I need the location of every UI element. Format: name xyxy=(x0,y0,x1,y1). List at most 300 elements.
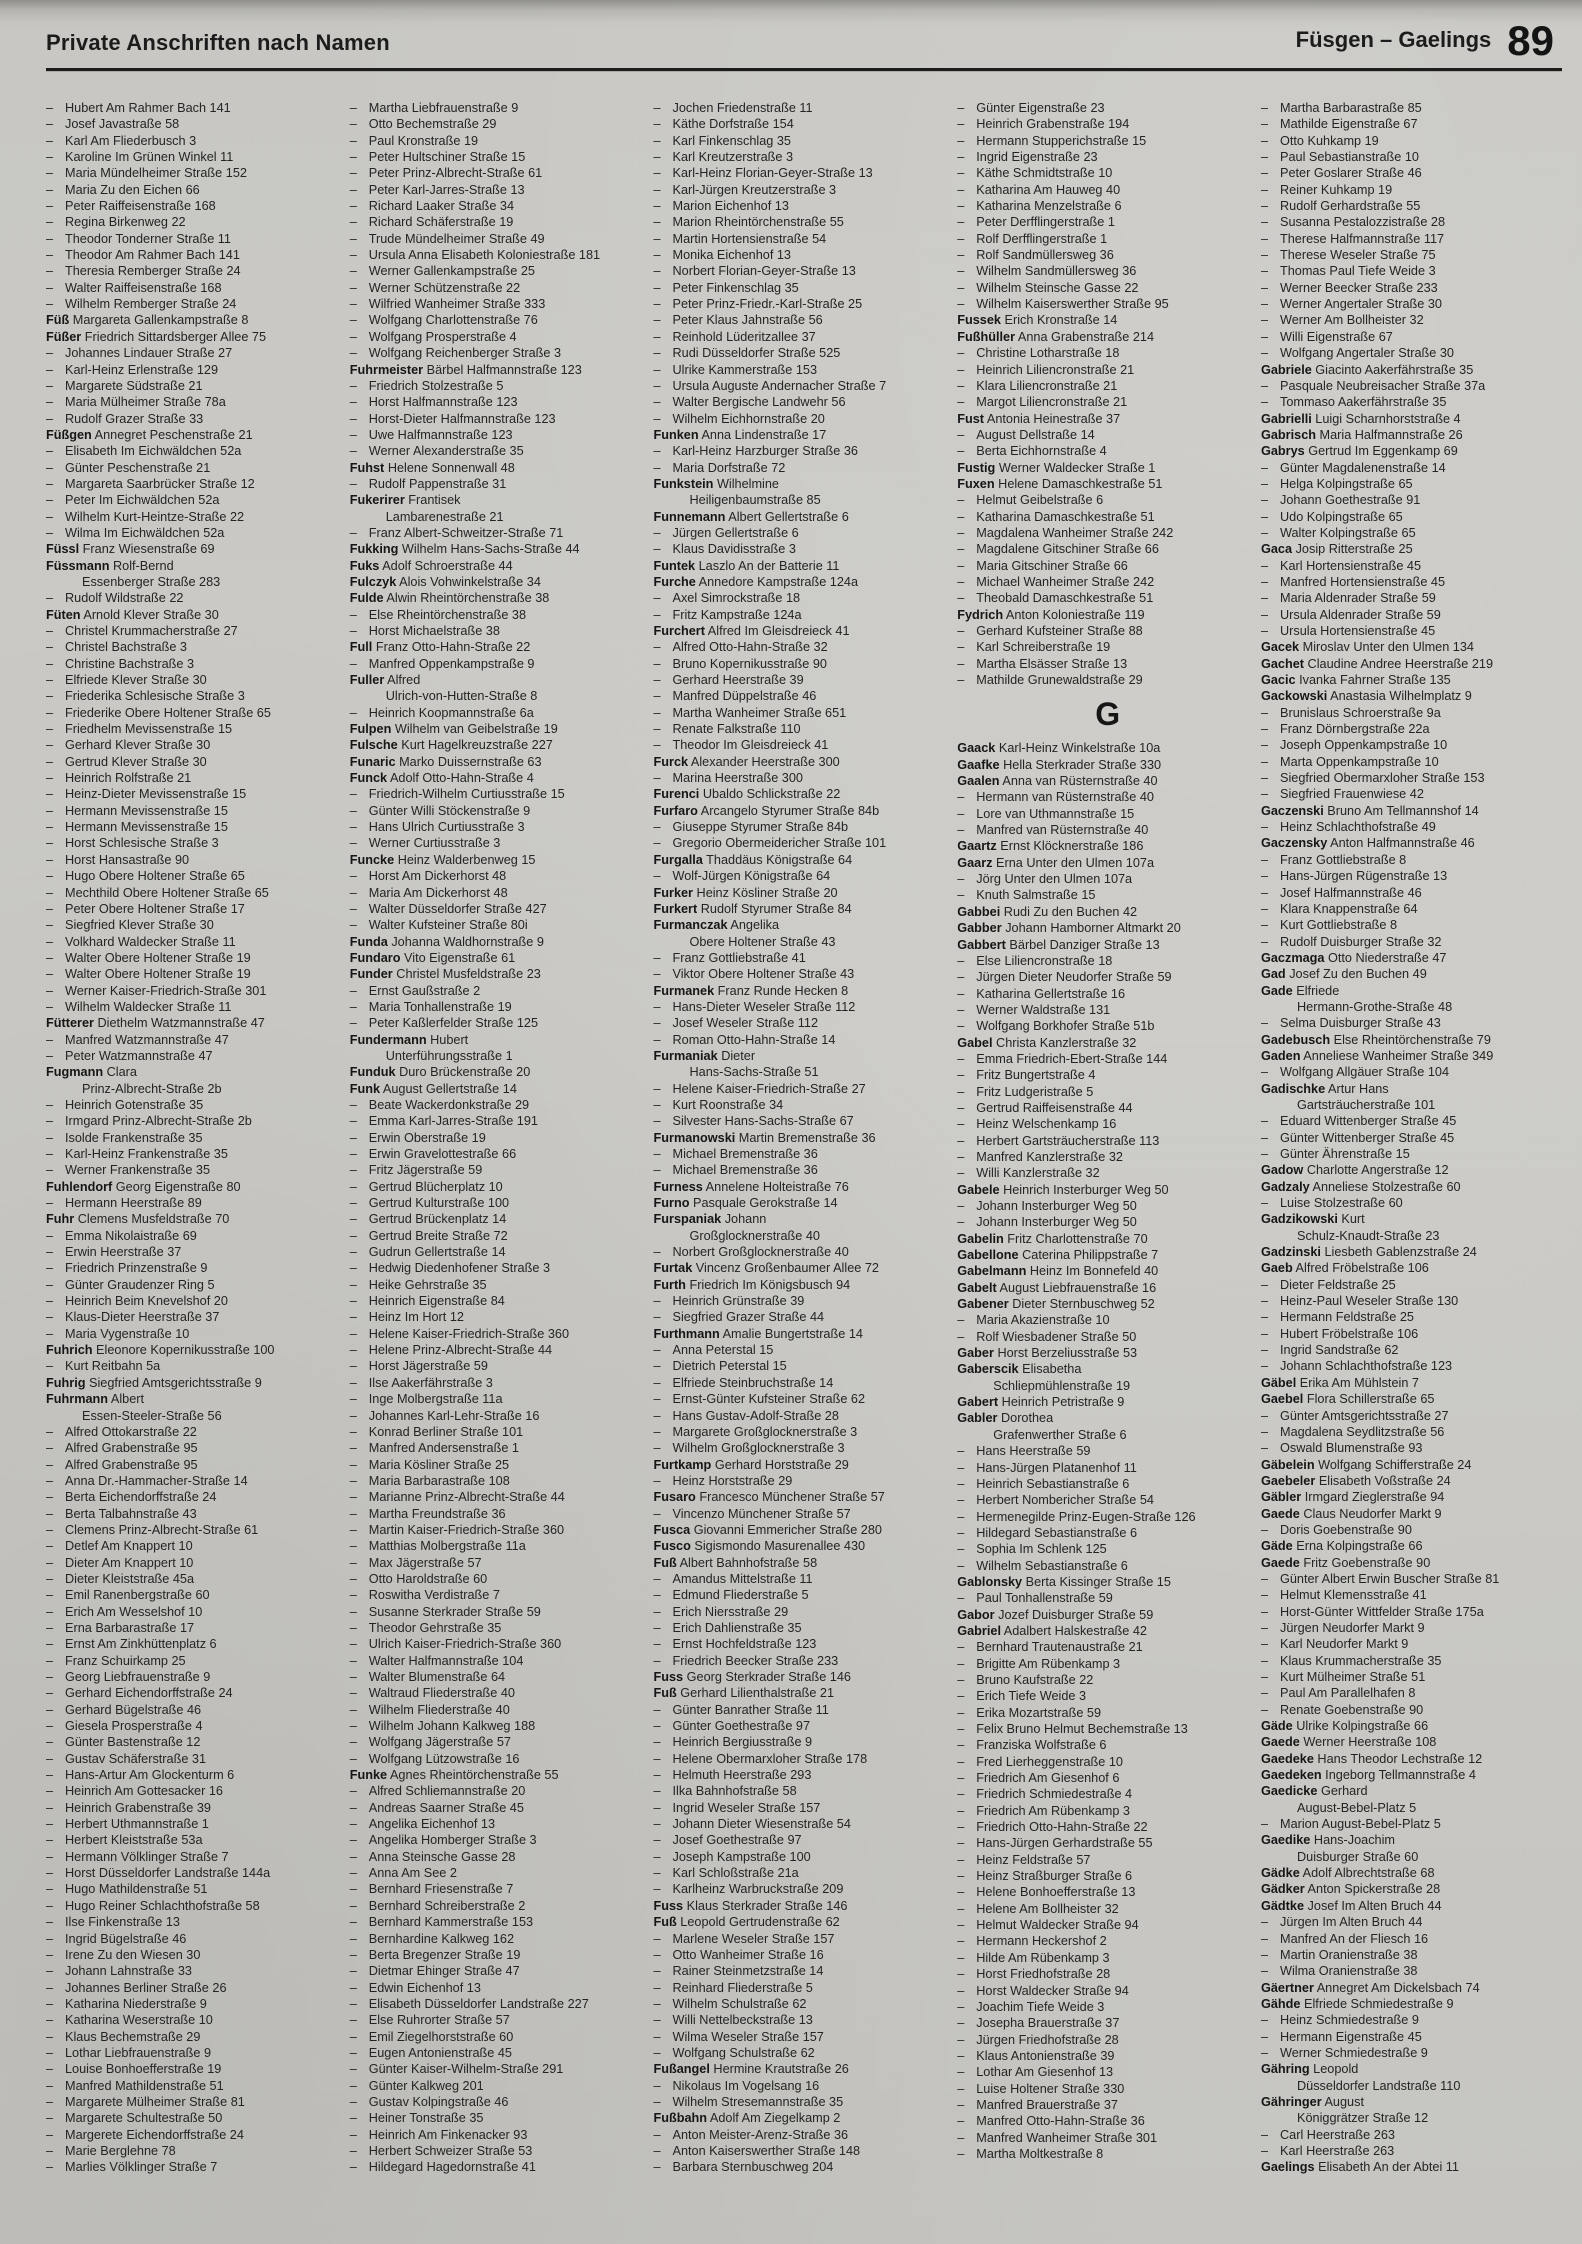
directory-entry: – Axel Simrockstraße 18 xyxy=(654,590,955,606)
directory-entry: – Hermenegilde Prinz-Eugen-Straße 126 xyxy=(957,1509,1258,1525)
directory-entry: – Louise Bonhoefferstraße 19 xyxy=(46,2061,347,2077)
surname-entry: Gabellone Caterina Philippstraße 7 xyxy=(957,1248,1159,1263)
directory-entry: – Walter Bergische Landwehr 56 xyxy=(654,394,955,410)
directory-entry: – Marion Rheintörchenstraße 55 xyxy=(654,214,955,230)
directory-entry: – Kurt Gottliebstraße 8 xyxy=(1261,917,1562,933)
directory-entry: – Marie Berglehne 78 xyxy=(46,2143,347,2159)
directory-entry: – Heinrich Am Gottesacker 16 xyxy=(46,1783,347,1799)
directory-entry: – Günter Goethestraße 97 xyxy=(654,1718,955,1734)
directory-entry: – Marina Heerstraße 300 xyxy=(654,770,955,786)
directory-entry: – Peter Finkenschlag 35 xyxy=(654,280,955,296)
continuation-line: August-Bebel-Platz 5 xyxy=(1297,1800,1417,1815)
surname-entry: Fuhrmeister Bärbel Halfmannstraße 123 xyxy=(349,362,582,377)
directory-column xyxy=(957,100,1258,2176)
surname-entry: Gabbei Rudi Zu den Buchen 42 xyxy=(957,904,1138,919)
directory-entry: – Werner Alexanderstraße 35 xyxy=(350,443,651,459)
directory-entry: – Edwin Eichenhof 13 xyxy=(350,1980,651,1996)
directory-entry: – Friedhelm Mevissenstraße 15 xyxy=(46,721,347,737)
surname-entry: Gabrisch Maria Halfmannstraße 26 xyxy=(1261,427,1463,442)
directory-entry: – Heinrich Rolfstraße 21 xyxy=(46,770,347,786)
directory-entry: – Johannes Karl-Lehr-Straße 16 xyxy=(350,1408,651,1424)
surname-entry: Gaeb Alfred Fröbelstraße 106 xyxy=(1261,1261,1429,1276)
continuation-line: Obere Holtener Straße 43 xyxy=(689,934,836,949)
directory-entry: – Wilhelm Remberger Straße 24 xyxy=(46,296,347,312)
directory-entry: – Walter Raiffeisenstraße 168 xyxy=(46,280,347,296)
directory-entry: – Kurt Reitbahn 5a xyxy=(46,1358,347,1374)
directory-entry: – Martha Elsässer Straße 13 xyxy=(957,656,1258,672)
directory-entry: – Detlef Am Knappert 10 xyxy=(46,1538,347,1554)
directory-entry: – Wilma Oranienstraße 38 xyxy=(1261,1963,1562,1979)
directory-column xyxy=(654,100,955,2176)
directory-entry: – Alfred Grabenstraße 95 xyxy=(46,1440,347,1456)
directory-entry: – Matthias Molbergstraße 11a xyxy=(350,1538,651,1554)
directory-entry: – Kurt Roonstraße 34 xyxy=(654,1097,955,1113)
directory-entry: – Wolfgang Reichenberger Straße 3 xyxy=(350,345,651,361)
directory-entry: – Lore van Uthmannstraße 15 xyxy=(957,806,1258,822)
directory-column xyxy=(350,100,651,2176)
directory-entry: – Gerhard Klever Straße 30 xyxy=(46,737,347,753)
surname-entry: Gaedeken Ingeborg Tellmannstraße 4 xyxy=(1261,1768,1476,1783)
directory-entry: – Dieter Am Knappert 10 xyxy=(46,1555,347,1571)
surname-entry: Gaczmaga Otto Niederstraße 47 xyxy=(1261,950,1447,965)
directory-entry: – Hedwig Diedenhofener Straße 3 xyxy=(350,1260,651,1276)
surname-entry: Gäde Ulrike Kolpingstraße 66 xyxy=(1261,1719,1429,1734)
directory-entry: – Helene Obermarxloher Straße 178 xyxy=(654,1751,955,1767)
directory-entry: – Heinz Welschenkamp 16 xyxy=(957,1116,1258,1132)
directory-entry: – Maria Tonhallenstraße 19 xyxy=(350,999,651,1015)
continuation-line: Heiligenbaumstraße 85 xyxy=(689,493,821,508)
directory-entry: – Tommaso Aakerfährstraße 35 xyxy=(1261,394,1562,410)
directory-entry: – Marta Oppenkampstraße 10 xyxy=(1261,754,1562,770)
directory-entry: – Manfred Düppelstraße 46 xyxy=(654,688,955,704)
directory-entry: – Karl Kreutzerstraße 3 xyxy=(654,149,955,165)
surname-entry: Gähring Leopold xyxy=(1261,2062,1359,2077)
directory-entry: – Herbert Gartsträucherstraße 113 xyxy=(957,1133,1258,1149)
directory-entry: – Elisabeth Düsseldorfer Landstraße 227 xyxy=(350,1996,651,2012)
surname-entry: Gäde Erna Kolpingstraße 66 xyxy=(1261,1539,1423,1554)
directory-entry: – Hildegard Sebastianstraße 6 xyxy=(957,1525,1258,1541)
directory-entry: – Maria Kösliner Straße 25 xyxy=(350,1457,651,1473)
surname-entry: Gädtke Josef Im Alten Bruch 44 xyxy=(1261,1898,1442,1913)
surname-entry: Gadow Charlotte Angerstraße 12 xyxy=(1261,1163,1449,1178)
directory-entry: – Alfred Grabenstraße 95 xyxy=(46,1457,347,1473)
surname-entry: Fuhst Helene Sonnenwall 48 xyxy=(349,460,515,475)
directory-entry: – Peter Prinz-Albrecht-Straße 61 xyxy=(350,165,651,181)
directory-entry: – Angelika Homberger Straße 3 xyxy=(350,1832,651,1848)
surname-entry: Fusaro Francesco Münchener Straße 57 xyxy=(653,1490,885,1505)
directory-entry: – Knuth Salmstraße 15 xyxy=(957,887,1258,903)
directory-entry: – Mechthild Obere Holtener Straße 65 xyxy=(46,885,347,901)
surname-entry: Full Franz Otto-Hahn-Straße 22 xyxy=(349,640,531,655)
directory-entry: – Friedrich Am Rübenkamp 3 xyxy=(957,1803,1258,1819)
directory-entry: – Martha Moltkestraße 8 xyxy=(957,2146,1258,2162)
surname-entry: Gaca Josip Ritterstraße 25 xyxy=(1261,542,1413,557)
surname-entry: Gabener Dieter Sternbuschweg 52 xyxy=(957,1297,1155,1312)
surname-entry: Fuß Leopold Gertrudenstraße 62 xyxy=(653,1915,840,1930)
directory-entry: – Emil Ranenbergstraße 60 xyxy=(46,1587,347,1603)
directory-entry: – Günter Amtsgerichtsstraße 27 xyxy=(1261,1408,1562,1424)
directory-entry: – Manfred Andersenstraße 1 xyxy=(350,1440,651,1456)
directory-entry: – Hans-Artur Am Glockenturm 6 xyxy=(46,1767,347,1783)
directory-entry: – Maria Barbarastraße 108 xyxy=(350,1473,651,1489)
directory-entry: – Rudolf Wildstraße 22 xyxy=(46,590,347,606)
directory-entry: – Peter Kaßlerfelder Straße 125 xyxy=(350,1015,651,1031)
directory-entry: – Anton Kaiserswerther Straße 148 xyxy=(654,2143,955,2159)
surname-entry: Fuhrich Eleonore Kopernikusstraße 100 xyxy=(46,1343,275,1358)
directory-entry: – Reinhold Lüderitzallee 37 xyxy=(654,329,955,345)
surname-entry: Funder Christel Musfeldstraße 23 xyxy=(349,967,541,982)
directory-entry: – Maria Akazienstraße 10 xyxy=(957,1312,1258,1328)
directory-entry: – Margerete Eichendorffstraße 24 xyxy=(46,2127,347,2143)
directory-entry: – Jochen Friedenstraße 11 xyxy=(654,100,955,116)
directory-entry: – Karl Heerstraße 263 xyxy=(1261,2143,1562,2159)
directory-entry: – Otto Kuhkamp 19 xyxy=(1261,133,1562,149)
directory-entry: – Luise Stolzestraße 60 xyxy=(1261,1195,1562,1211)
directory-entry: – Friedrich Stolzestraße 5 xyxy=(350,378,651,394)
surname-entry: Fuhr Clemens Musfeldstraße 70 xyxy=(46,1212,230,1227)
surname-entry: Fundaro Vito Eigenstraße 61 xyxy=(349,950,516,965)
directory-entry: – Reiner Kuhkamp 19 xyxy=(1261,182,1562,198)
directory-entry: – Paul Tonhallenstraße 59 xyxy=(957,1590,1258,1606)
directory-entry: – Marianne Prinz-Albrecht-Straße 44 xyxy=(350,1489,651,1505)
directory-entry: – Josepha Brauerstraße 37 xyxy=(957,2015,1258,2031)
directory-entry: – Otto Haroldstraße 60 xyxy=(350,1571,651,1587)
directory-entry: – Horst Waldecker Straße 94 xyxy=(957,1983,1258,1999)
directory-entry: – Werner Schützenstraße 22 xyxy=(350,280,651,296)
directory-entry: – Felix Bruno Helmut Bechemstraße 13 xyxy=(957,1721,1258,1737)
directory-entry: – August Dellstraße 14 xyxy=(957,427,1258,443)
directory-entry: – Jürgen Dieter Neudorfer Straße 59 xyxy=(957,969,1258,985)
surname-entry: Fulsche Kurt Hagelkreuzstraße 227 xyxy=(349,738,553,753)
directory-entry: – Monika Eichenhof 13 xyxy=(654,247,955,263)
surname-entry: Funtek Laszlo An der Batterie 11 xyxy=(653,558,840,573)
directory-entry: – Irene Zu den Wiesen 30 xyxy=(46,1947,347,1963)
directory-entry: – Hermann Feldstraße 25 xyxy=(1261,1309,1562,1325)
directory-entry: – Wilhelm Sandmüllersweg 36 xyxy=(957,263,1258,279)
surname-entry: Gäertner Annegret Am Dickelsbach 74 xyxy=(1261,1980,1480,1995)
directory-entry: – Hans Ulrich Curtiusstraße 3 xyxy=(350,819,651,835)
surname-entry: Furgalla Thaddäus Königstraße 64 xyxy=(653,852,853,867)
directory-entry: – Peter Raiffeisenstraße 168 xyxy=(46,198,347,214)
directory-entry: – Isolde Frankenstraße 35 xyxy=(46,1130,347,1146)
directory-entry: – Werner Beecker Straße 233 xyxy=(1261,280,1562,296)
directory-entry: – Jürgen Im Alten Bruch 44 xyxy=(1261,1914,1562,1930)
directory-entry: – Anna Steinsche Gasse 28 xyxy=(350,1849,651,1865)
surname-entry: Funnemann Albert Gellertstraße 6 xyxy=(653,509,849,524)
directory-entry: – Karlheinz Warbruckstraße 209 xyxy=(654,1881,955,1897)
directory-entry: – Herbert Uthmannstraße 1 xyxy=(46,1816,347,1832)
directory-entry: – Katharina Niederstraße 9 xyxy=(46,1996,347,2012)
continuation-line: Hans-Sachs-Straße 51 xyxy=(689,1065,819,1080)
surname-entry: Gabert Heinrich Petristraße 9 xyxy=(957,1395,1125,1410)
surname-entry: Gabelmann Heinz Im Bonnefeld 40 xyxy=(957,1264,1159,1279)
directory-entry: – Günter Eigenstraße 23 xyxy=(957,100,1258,116)
directory-entry: – Friedrich Schmiedestraße 4 xyxy=(957,1786,1258,1802)
directory-entry: – Gertrud Blücherplatz 10 xyxy=(350,1179,651,1195)
directory-entry: – Siegfried Grazer Straße 44 xyxy=(654,1309,955,1325)
directory-entry: – Manfred van Rüsternstraße 40 xyxy=(957,822,1258,838)
directory-entry: – Helmut Waldecker Straße 94 xyxy=(957,1917,1258,1933)
surname-entry: Gadzikowski Kurt xyxy=(1261,1212,1365,1227)
directory-entry: – Karl Hortensienstraße 45 xyxy=(1261,558,1562,574)
directory-entry: – Emma Nikolaistraße 69 xyxy=(46,1228,347,1244)
directory-entry: – Ursula Anna Elisabeth Koloniestraße 181 xyxy=(350,247,651,263)
directory-entry: – Margarete Schultestraße 50 xyxy=(46,2110,347,2126)
directory-entry: – Rudi Düsseldorfer Straße 525 xyxy=(654,345,955,361)
surname-entry: Gad Josef Zu den Buchen 49 xyxy=(1261,967,1427,982)
directory-entry: – Klara Liliencronstraße 21 xyxy=(957,378,1258,394)
directory-entry: – Peter Karl-Jarres-Straße 13 xyxy=(350,182,651,198)
directory-entry: – Hans Gustav-Adolf-Straße 28 xyxy=(654,1408,955,1424)
directory-entry: – Hermann van Rüsternstraße 40 xyxy=(957,789,1258,805)
surname-entry: Fußangel Hermine Krautstraße 26 xyxy=(653,2062,849,2077)
surname-entry: Gäbel Erika Am Mühlstein 7 xyxy=(1261,1375,1419,1390)
surname-entry: Gabrielli Luigi Scharnhorststraße 4 xyxy=(1261,411,1461,426)
surname-entry: Furno Pasquale Gerokstraße 14 xyxy=(653,1196,838,1211)
directory-entry: – Martha Liebfrauenstraße 9 xyxy=(350,100,651,116)
directory-entry: – Horst Hansastraße 90 xyxy=(46,852,347,868)
directory-entry: – Sophia Im Schlenk 125 xyxy=(957,1541,1258,1557)
directory-entry: – Horst Schlesische Straße 3 xyxy=(46,835,347,851)
surname-entry: Gaafke Hella Sterkrader Straße 330 xyxy=(957,757,1162,772)
directory-entry: – Berta Eichendorffstraße 24 xyxy=(46,1489,347,1505)
directory-entry: – Hermann Mevissenstraße 15 xyxy=(46,819,347,835)
directory-entry: – Ingrid Sandstraße 62 xyxy=(1261,1342,1562,1358)
directory-entry: – Erich Tiefe Weide 3 xyxy=(957,1688,1258,1704)
directory-entry: – Brunislaus Schroerstraße 9a xyxy=(1261,705,1562,721)
directory-entry: – Margarete Großglocknerstraße 3 xyxy=(654,1424,955,1440)
directory-entry: – Rainer Steinmetzstraße 14 xyxy=(654,1963,955,1979)
directory-entry: – Peter Hultschiner Straße 15 xyxy=(350,149,651,165)
directory-entry: – Jörg Unter den Ulmen 107a xyxy=(957,871,1258,887)
continuation-line: Essen-Steeler-Straße 56 xyxy=(82,1408,222,1423)
directory-entry: – Margarete Südstraße 21 xyxy=(46,378,347,394)
directory-entry: – Martha Wanheimer Straße 651 xyxy=(654,705,955,721)
directory-entry: – Maria Dorfstraße 72 xyxy=(654,460,955,476)
directory-entry: – Helmut Geibelstraße 6 xyxy=(957,492,1258,508)
directory-entry: – Waltraud Fliederstraße 40 xyxy=(350,1685,651,1701)
surname-entry: Fust Antonia Heinestraße 37 xyxy=(957,411,1121,426)
directory-entry: – Erna Barbarastraße 17 xyxy=(46,1620,347,1636)
directory-entry: – Heinrich Liliencronstraße 21 xyxy=(957,362,1258,378)
directory-entry: – Norbert Florian-Geyer-Straße 13 xyxy=(654,263,955,279)
directory-entry: – Else Rheintörchenstraße 38 xyxy=(350,607,651,623)
directory-entry: – Heinrich Gotenstraße 35 xyxy=(46,1097,347,1113)
directory-entry: – Katharina Menzelstraße 6 xyxy=(957,198,1258,214)
surname-entry: Fuks Adolf Schroerstraße 44 xyxy=(349,558,513,573)
directory-entry: – Ilse Aakerfährstraße 3 xyxy=(350,1375,651,1391)
surname-entry: Fuss Klaus Sterkrader Straße 146 xyxy=(653,1898,848,1913)
directory-entry: – Erich Am Wesselshof 10 xyxy=(46,1604,347,1620)
directory-entry: – Luise Holtener Straße 330 xyxy=(957,2081,1258,2097)
directory-entry: – Dieter Kleiststraße 45a xyxy=(46,1571,347,1587)
surname-entry: Gabbert Bärbel Danziger Straße 13 xyxy=(957,937,1160,952)
directory-entry: – Walter Obere Holtener Straße 19 xyxy=(46,966,347,982)
directory-entry: – Johannes Lindauer Straße 27 xyxy=(46,345,347,361)
directory-entry: – Johann Goethestraße 91 xyxy=(1261,492,1562,508)
surname-entry: Gackowski Anastasia Wilhelmplatz 9 xyxy=(1261,689,1472,704)
directory-entry: – Franz Schuirkamp 25 xyxy=(46,1653,347,1669)
surname-entry: Füssl Franz Wiesenstraße 69 xyxy=(46,542,215,557)
directory-entry: – Lothar Liebfrauenstraße 9 xyxy=(46,2045,347,2061)
directory-entry: – Karl-Heinz Harzburger Straße 36 xyxy=(654,443,955,459)
directory-entry: – Susanna Pestalozzistraße 28 xyxy=(1261,214,1562,230)
directory-entry: – Elisabeth Im Eichwäldchen 52a xyxy=(46,443,347,459)
directory-entry: – Peter Im Eichwäldchen 52a xyxy=(46,492,347,508)
directory-entry: – Berta Eichhornstraße 4 xyxy=(957,443,1258,459)
directory-entry: – Walter Blumenstraße 64 xyxy=(350,1669,651,1685)
continuation-line: Unterführungsstraße 1 xyxy=(385,1048,513,1063)
surname-entry: Funaric Marko Duissernstraße 63 xyxy=(349,754,542,769)
directory-entry: – Edmund Fliederstraße 5 xyxy=(654,1587,955,1603)
directory-entry: – Hugo Reiner Schlachthofstraße 58 xyxy=(46,1898,347,1914)
directory-entry: – Hubert Fröbelstraße 106 xyxy=(1261,1326,1562,1342)
directory-entry: – Karl-Heinz Erlenstraße 129 xyxy=(46,362,347,378)
directory-entry: – Friedrich-Wilhelm Curtiusstraße 15 xyxy=(350,786,651,802)
directory-entry: – Eugen Antonienstraße 45 xyxy=(350,2045,651,2061)
directory-entry: – Renate Goebenstraße 90 xyxy=(1261,1702,1562,1718)
directory-entry: – Helmut Klemensstraße 41 xyxy=(1261,1587,1562,1603)
surname-entry: Gadebusch Else Rheintörchenstraße 79 xyxy=(1261,1032,1491,1047)
directory-entry: – Wilhelm Stresemannstraße 35 xyxy=(654,2094,955,2110)
surname-entry: Fuhlendorf Georg Eigenstraße 80 xyxy=(46,1179,241,1194)
directory-entry: – Wilhelm Waldecker Straße 11 xyxy=(46,999,347,1015)
directory-entry: – Alfred Ottokarstraße 22 xyxy=(46,1424,347,1440)
directory-entry: – Marlies Völklinger Straße 7 xyxy=(46,2159,347,2175)
directory-entry: – Giesela Prosperstraße 4 xyxy=(46,1718,347,1734)
directory-entry: – Helmuth Heerstraße 293 xyxy=(654,1767,955,1783)
surname-entry: Gabel Christa Kanzlerstraße 32 xyxy=(957,1035,1137,1050)
directory-entry: – Roswitha Verdistraße 7 xyxy=(350,1587,651,1603)
directory-entry: – Therese Weseler Straße 75 xyxy=(1261,247,1562,263)
continuation-line: Essenberger Straße 283 xyxy=(82,574,221,589)
directory-entry: – Ingrid Bügelstraße 46 xyxy=(46,1931,347,1947)
directory-entry: – Friedrich Beecker Straße 233 xyxy=(654,1653,955,1669)
directory-entry: – Walter Obere Holtener Straße 19 xyxy=(46,950,347,966)
surname-entry: Gadzaly Anneliese Stolzestraße 60 xyxy=(1261,1179,1461,1194)
directory-entry: – Günter Wittenberger Straße 45 xyxy=(1261,1130,1562,1146)
directory-entry: – Helene Am Bollheister 32 xyxy=(957,1901,1258,1917)
surname-entry: Funken Anna Lindenstraße 17 xyxy=(653,427,827,442)
directory-entry: – Franz Albert-Schweitzer-Straße 71 xyxy=(350,525,651,541)
directory-entry: – Fritz Bungertstraße 4 xyxy=(957,1067,1258,1083)
directory-entry: – Michael Wanheimer Straße 242 xyxy=(957,574,1258,590)
directory-entry: – Gerhard Bügelstraße 46 xyxy=(46,1702,347,1718)
directory-entry: – Gertrud Klever Straße 30 xyxy=(46,754,347,770)
directory-entry: – Christel Bachstraße 3 xyxy=(46,639,347,655)
directory-entry: – Uwe Halfmannstraße 123 xyxy=(350,427,651,443)
directory-entry: – Manfred Kanzlerstraße 32 xyxy=(957,1149,1258,1165)
directory-entry: – Hubert Am Rahmer Bach 141 xyxy=(46,100,347,116)
directory-entry: – Marlene Weseler Straße 157 xyxy=(654,1931,955,1947)
directory-entry: – Siegfried Obermarxloher Straße 153 xyxy=(1261,770,1562,786)
directory-entry: – Ernst-Günter Kufsteiner Straße 62 xyxy=(654,1391,955,1407)
surname-entry: Furth Friedrich Im Königsbusch 94 xyxy=(653,1277,851,1292)
directory-entry: – Maria Vygenstraße 10 xyxy=(46,1326,347,1342)
directory-entry: – Magdalena Wanheimer Straße 242 xyxy=(957,525,1258,541)
directory-entry: – Heinrich Grünstraße 39 xyxy=(654,1293,955,1309)
surname-entry: Füssmann Rolf-Bernd xyxy=(46,558,174,573)
directory-entry: – Katharina Gellertstraße 16 xyxy=(957,986,1258,1002)
surname-entry: Gädker Anton Spickerstraße 28 xyxy=(1261,1882,1441,1897)
directory-entry: – Günter Magdalenenstraße 14 xyxy=(1261,460,1562,476)
directory-entry: – Clemens Prinz-Albrecht-Straße 61 xyxy=(46,1522,347,1538)
directory-entry: – Gerhard Kufsteiner Straße 88 xyxy=(957,623,1258,639)
directory-entry: – Martha Freundstraße 36 xyxy=(350,1506,651,1522)
directory-entry: – Magdalene Gitschiner Straße 66 xyxy=(957,541,1258,557)
directory-entry: – Carl Heerstraße 263 xyxy=(1261,2127,1562,2143)
directory-entry: – Ursula Aldenrader Straße 59 xyxy=(1261,607,1562,623)
directory-entry: – Gertrud Raiffeisenstraße 44 xyxy=(957,1100,1258,1116)
directory-entry: – Wilma Im Eichwäldchen 52a xyxy=(46,525,347,541)
directory-entry: – Helene Bonhoefferstraße 13 xyxy=(957,1884,1258,1900)
directory-entry: – Elfriede Klever Straße 30 xyxy=(46,672,347,688)
surname-entry: Gaedeke Hans Theodor Lechstraße 12 xyxy=(1261,1751,1483,1766)
directory-entry: – Werner Gallenkampstraße 25 xyxy=(350,263,651,279)
surname-entry: Funck Adolf Otto-Hahn-Straße 4 xyxy=(349,771,534,786)
continuation-line: Königgrätzer Straße 12 xyxy=(1297,2111,1429,2126)
surname-entry: Gachet Claudine Andree Heerstraße 219 xyxy=(1261,656,1494,671)
directory-entry: – Karl Schreiberstraße 19 xyxy=(957,639,1258,655)
directory-entry: – Regina Birkenweg 22 xyxy=(46,214,347,230)
surname-entry: Fuller Alfred xyxy=(349,673,421,688)
directory-entry: – Theodor Gehrstraße 35 xyxy=(350,1620,651,1636)
directory-entry: – Bernhard Schreiberstraße 2 xyxy=(350,1898,651,1914)
continuation-line: Schliepmühlenstraße 19 xyxy=(993,1378,1131,1393)
directory-entry: – Gudrun Gellertstraße 14 xyxy=(350,1244,651,1260)
directory-entry: – Fritz Jägerstraße 59 xyxy=(350,1162,651,1178)
directory-entry: – Hermann Völklinger Straße 7 xyxy=(46,1849,347,1865)
directory-entry: – Käthe Dorfstraße 154 xyxy=(654,116,955,132)
surname-entry: Gablonsky Berta Kissinger Straße 15 xyxy=(957,1574,1171,1589)
surname-entry: Funduk Duro Brückenstraße 20 xyxy=(349,1065,531,1080)
surname-entry: Fussek Erich Kronstraße 14 xyxy=(957,313,1118,328)
directory-entry: – Magdalena Seydlitzstraße 56 xyxy=(1261,1424,1562,1440)
directory-entry: – Rudolf Duisburger Straße 32 xyxy=(1261,934,1562,950)
directory-entry: – Dietrich Peterstal 15 xyxy=(654,1358,955,1374)
directory-entry: – Norbert Großglocknerstraße 40 xyxy=(654,1244,955,1260)
directory-entry: – Doris Goebenstraße 90 xyxy=(1261,1522,1562,1538)
directory-entry: – Emma Karl-Jarres-Straße 191 xyxy=(350,1113,651,1129)
directory-entry: – Udo Kolpingstraße 65 xyxy=(1261,509,1562,525)
directory-entry: – Anton Meister-Arenz-Straße 36 xyxy=(654,2127,955,2143)
directory-entry: – Wilhelm Schulstraße 62 xyxy=(654,1996,955,2012)
surname-entry: Gaede Werner Heerstraße 108 xyxy=(1261,1735,1437,1750)
surname-entry: Furmaniak Dieter xyxy=(653,1048,756,1063)
directory-entry: – Günter Kalkweg 201 xyxy=(350,2078,651,2094)
surname-entry: Gaczenski Bruno Am Tellmannshof 14 xyxy=(1261,803,1479,818)
directory-entry: – Wolfgang Lützowstraße 16 xyxy=(350,1751,651,1767)
directory-entry: – Margareta Saarbrücker Straße 12 xyxy=(46,476,347,492)
directory-entry: – Maria Mündelheimer Straße 152 xyxy=(46,165,347,181)
directory-entry: – Klaus Davidisstraße 3 xyxy=(654,541,955,557)
directory-entry: – Wilhelm Steinsche Gasse 22 xyxy=(957,280,1258,296)
directory-entry: – Ernst Gaußstraße 2 xyxy=(350,983,651,999)
directory-entry: – Heinz-Dieter Mevissenstraße 15 xyxy=(46,786,347,802)
directory-entry: – Michael Bremenstraße 36 xyxy=(654,1146,955,1162)
directory-entry: – Peter Derfflingerstraße 1 xyxy=(957,214,1258,230)
directory-entry: – Amandus Mittelstraße 11 xyxy=(654,1571,955,1587)
surname-entry: Gabriele Giacinto Aakerfährstraße 35 xyxy=(1261,362,1474,377)
surname-entry: Funke Agnes Rheintörchenstraße 55 xyxy=(349,1768,559,1783)
page-header xyxy=(46,17,1562,64)
directory-entry: – Hans Heerstraße 59 xyxy=(957,1443,1258,1459)
surname-entry: Furfaro Arcangelo Styrumer Straße 84b xyxy=(653,803,880,818)
directory-entry: – Siegfried Klever Straße 30 xyxy=(46,917,347,933)
directory-entry: – Günter Kaiser-Wilhelm-Straße 291 xyxy=(350,2061,651,2077)
surname-entry: Gaden Anneliese Wanheimer Straße 349 xyxy=(1261,1048,1494,1063)
continuation-line: Schulz-Knaudt-Straße 23 xyxy=(1297,1228,1440,1243)
